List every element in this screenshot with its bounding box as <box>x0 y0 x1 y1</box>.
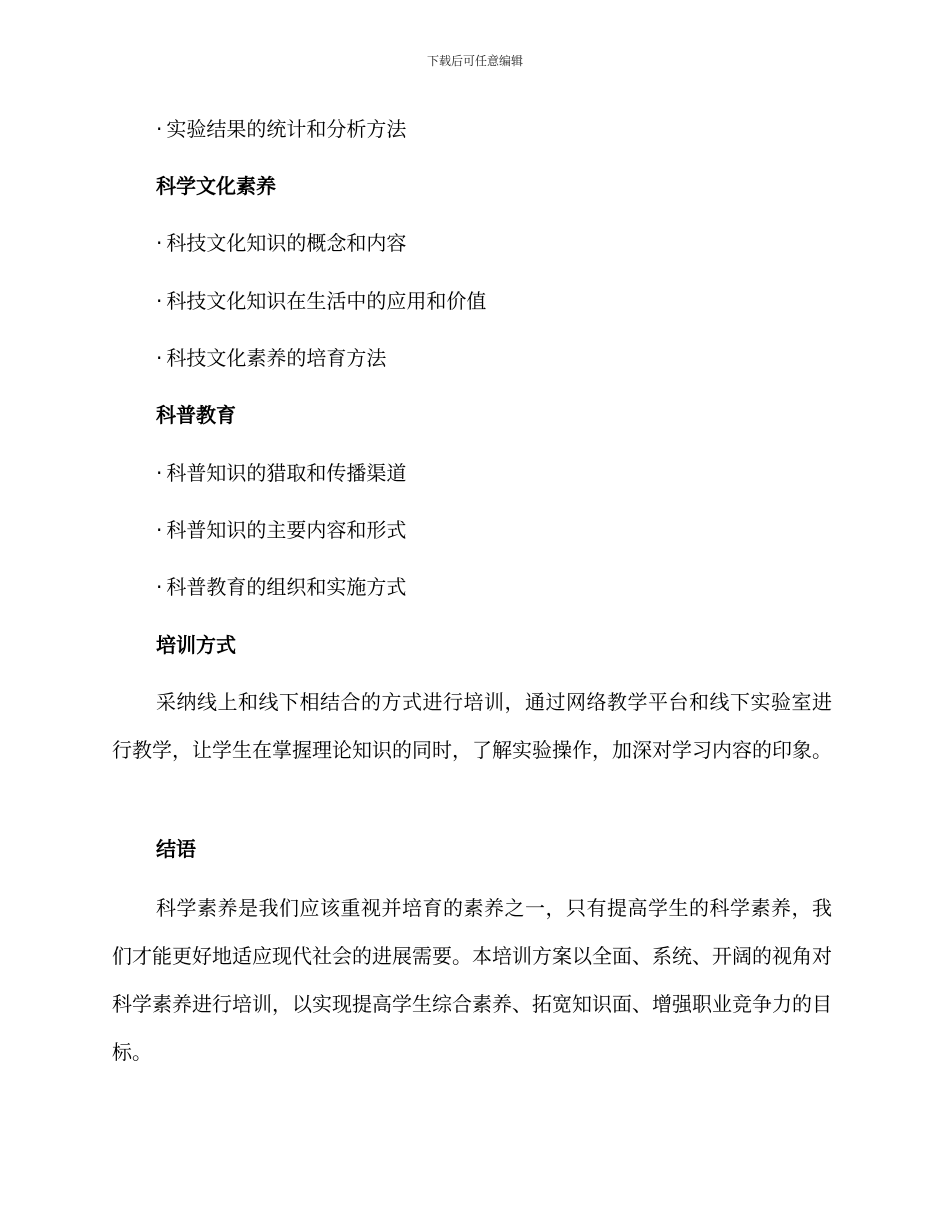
section-heading-method: 培训方式 <box>156 633 236 657</box>
bullet-glyph: · <box>156 346 163 370</box>
list-item <box>156 287 486 315</box>
page-header: 下载后可任意编辑 <box>426 54 523 68</box>
list-item-text: 科技文化知识的概念和内容 <box>166 231 407 255</box>
list-item <box>156 344 386 372</box>
list-item-text: 科技文化素养的培育方法 <box>166 346 387 370</box>
section-heading-popsci: 科普教育 <box>156 403 236 427</box>
bullet-glyph: · <box>156 575 163 599</box>
list-item <box>156 516 406 544</box>
list-item-text: 科普知识的猎取和传播渠道 <box>166 461 407 485</box>
section-heading-conclusion: 结语 <box>156 837 196 861</box>
bullet-glyph: · <box>156 289 163 313</box>
section-heading-culture: 科学文化素养 <box>156 174 276 198</box>
list-item <box>156 459 406 487</box>
list-item-text: 科普教育的组织和实施方式 <box>166 575 407 599</box>
bullet-glyph: · <box>156 461 163 485</box>
list-item-text: 科技文化知识在生活中的应用和价值 <box>166 289 487 313</box>
method-paragraph: 采纳线上和线下相结合的方式进行培训，通过网络教学平台和线下实验室进行教学，让学生在掌握理论知识的同时，了解实验操作，加深对学习内容的印象。 <box>112 690 832 762</box>
list-item <box>156 573 406 601</box>
list-item-text: 科普知识的主要内容和形式 <box>166 518 407 542</box>
bullet-glyph: · <box>156 117 163 141</box>
bullet-glyph: · <box>156 231 163 255</box>
list-item-text: 实验结果的统计和分析方法 <box>166 117 407 141</box>
list-item <box>156 229 406 257</box>
conclusion-paragraph: 科学素养是我们应该重视并培育的素养之一，只有提高学生的科学素养，我们才能更好地适应现代社会的进展需要。本培训方案以全面、系统、开阔的视角对科学素养进行培训，以实现提高学生综合素养、拓宽知识面、增强职业竞争力的目标。 <box>112 896 832 1064</box>
list-item <box>156 115 406 143</box>
bullet-glyph: · <box>156 518 163 542</box>
